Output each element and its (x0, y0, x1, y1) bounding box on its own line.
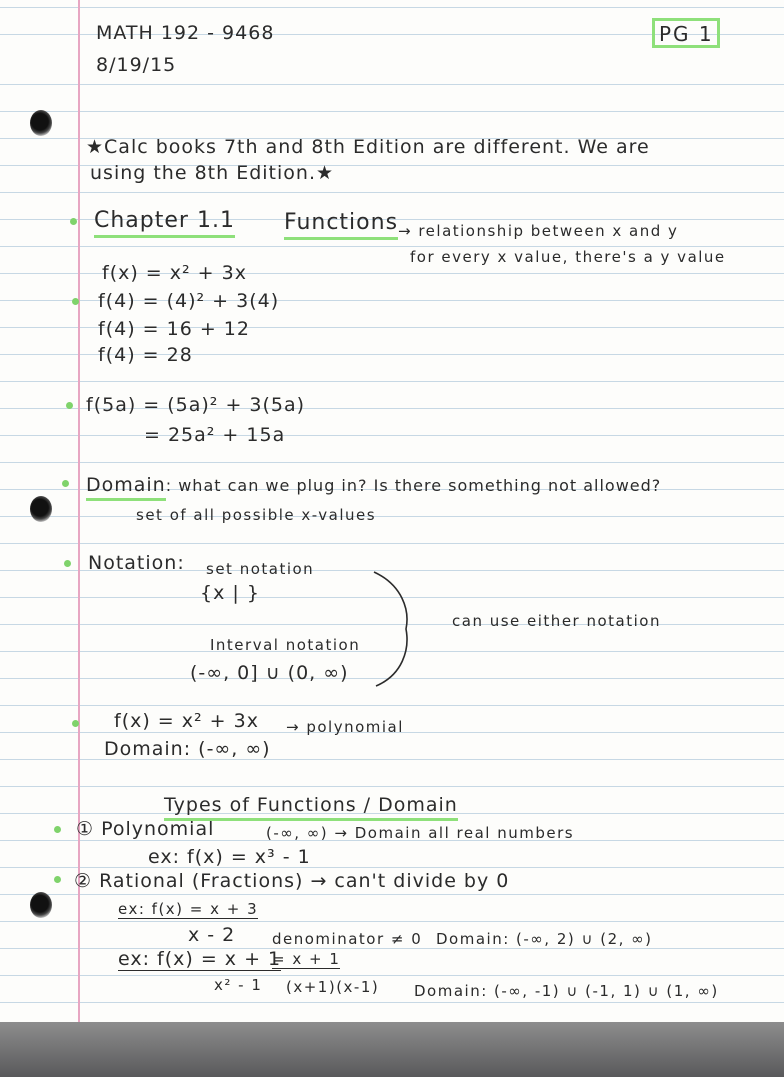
binder-hole (30, 892, 52, 918)
intro-line-2: using the 8th Edition.★ (90, 162, 335, 184)
type2-ex1-domain: Domain: (-∞, 2) ∪ (2, ∞) (436, 930, 653, 948)
notation-label: Notation: (88, 552, 185, 574)
chapter-heading: Chapter 1.1 (94, 208, 235, 238)
notation-either: can use either notation (452, 612, 661, 630)
example1-line-3: f(4) = 16 + 12 (98, 318, 250, 340)
bullet (62, 480, 69, 487)
type2-ex2-rhs-numerator: = x + 1 (272, 950, 341, 968)
function-definition-1: → relationship between x and y (398, 222, 679, 240)
type2-ex2-lhs: ex: f(x) = x + 1 (118, 948, 282, 970)
interval-notation-label: Interval notation (210, 636, 361, 654)
domain-term: Domain (86, 474, 166, 501)
chapter-topic: Functions (284, 210, 398, 240)
example1-line-4: f(4) = 28 (98, 344, 193, 366)
domain-question: : what can we plug in? Is there something not allowed? (165, 476, 662, 495)
type2-ex1-numerator: ex: f(x) = x + 3 (118, 900, 259, 918)
binder-hole (30, 110, 52, 136)
margin-line (78, 0, 80, 1022)
type2-ex2-domain: Domain: (-∞, -1) ∪ (-1, 1) ∪ (1, ∞) (414, 982, 719, 1000)
bullet (70, 218, 77, 225)
example1-line-1: f(x) = x² + 3x (102, 262, 247, 284)
type2-ex2-denominator: x² - 1 (214, 976, 263, 994)
scan-background (0, 1022, 784, 1077)
example2-line-2: = 25a² + 15a (144, 424, 286, 446)
bullet (54, 876, 61, 883)
example3-function: f(x) = x² + 3x (114, 710, 259, 732)
example3-domain: Domain: (-∞, ∞) (104, 738, 271, 760)
function-definition-2: for every x value, there's a y value (410, 248, 726, 266)
type1-domain: (-∞, ∞) → Domain all real numbers (266, 824, 575, 842)
course-code: MATH 192 - 9468 (96, 22, 275, 44)
intro-line-1: ★Calc books 7th and 8th Edition are different. We are (86, 136, 650, 158)
interval-notation-example: (-∞, 0] ∪ (0, ∞) (190, 662, 349, 684)
bullet (72, 720, 79, 727)
page-number-box (652, 18, 720, 48)
bullet (64, 560, 71, 567)
type2-ex2-rhs-denominator: (x+1)(x-1) (286, 978, 380, 996)
type1-example: ex: f(x) = x³ - 1 (148, 846, 311, 868)
domain-definition: set of all possible x-values (136, 506, 377, 524)
type2-name: ② Rational (Fractions) → can't divide by 0 (74, 870, 510, 892)
types-heading: Types of Functions / Domain (164, 794, 458, 821)
set-notation-label: set notation (206, 560, 315, 578)
type1-name: ① Polynomial (76, 818, 215, 840)
binder-hole (30, 496, 52, 522)
type2-ex1-note: denominator ≠ 0 (272, 930, 423, 948)
page-number: PG 1 (659, 22, 714, 46)
bullet (66, 402, 73, 409)
example2-line-1: f(5a) = (5a)² + 3(5a) (86, 394, 306, 416)
note-date: 8/19/15 (96, 54, 177, 76)
bullet (72, 298, 79, 305)
set-notation-example: {x | } (200, 582, 260, 604)
example3-arrow: → polynomial (286, 718, 404, 736)
bullet (54, 826, 61, 833)
brace (372, 570, 412, 688)
example1-line-2: f(4) = (4)² + 3(4) (98, 290, 280, 312)
type2-ex1-denominator: x - 2 (188, 924, 236, 946)
